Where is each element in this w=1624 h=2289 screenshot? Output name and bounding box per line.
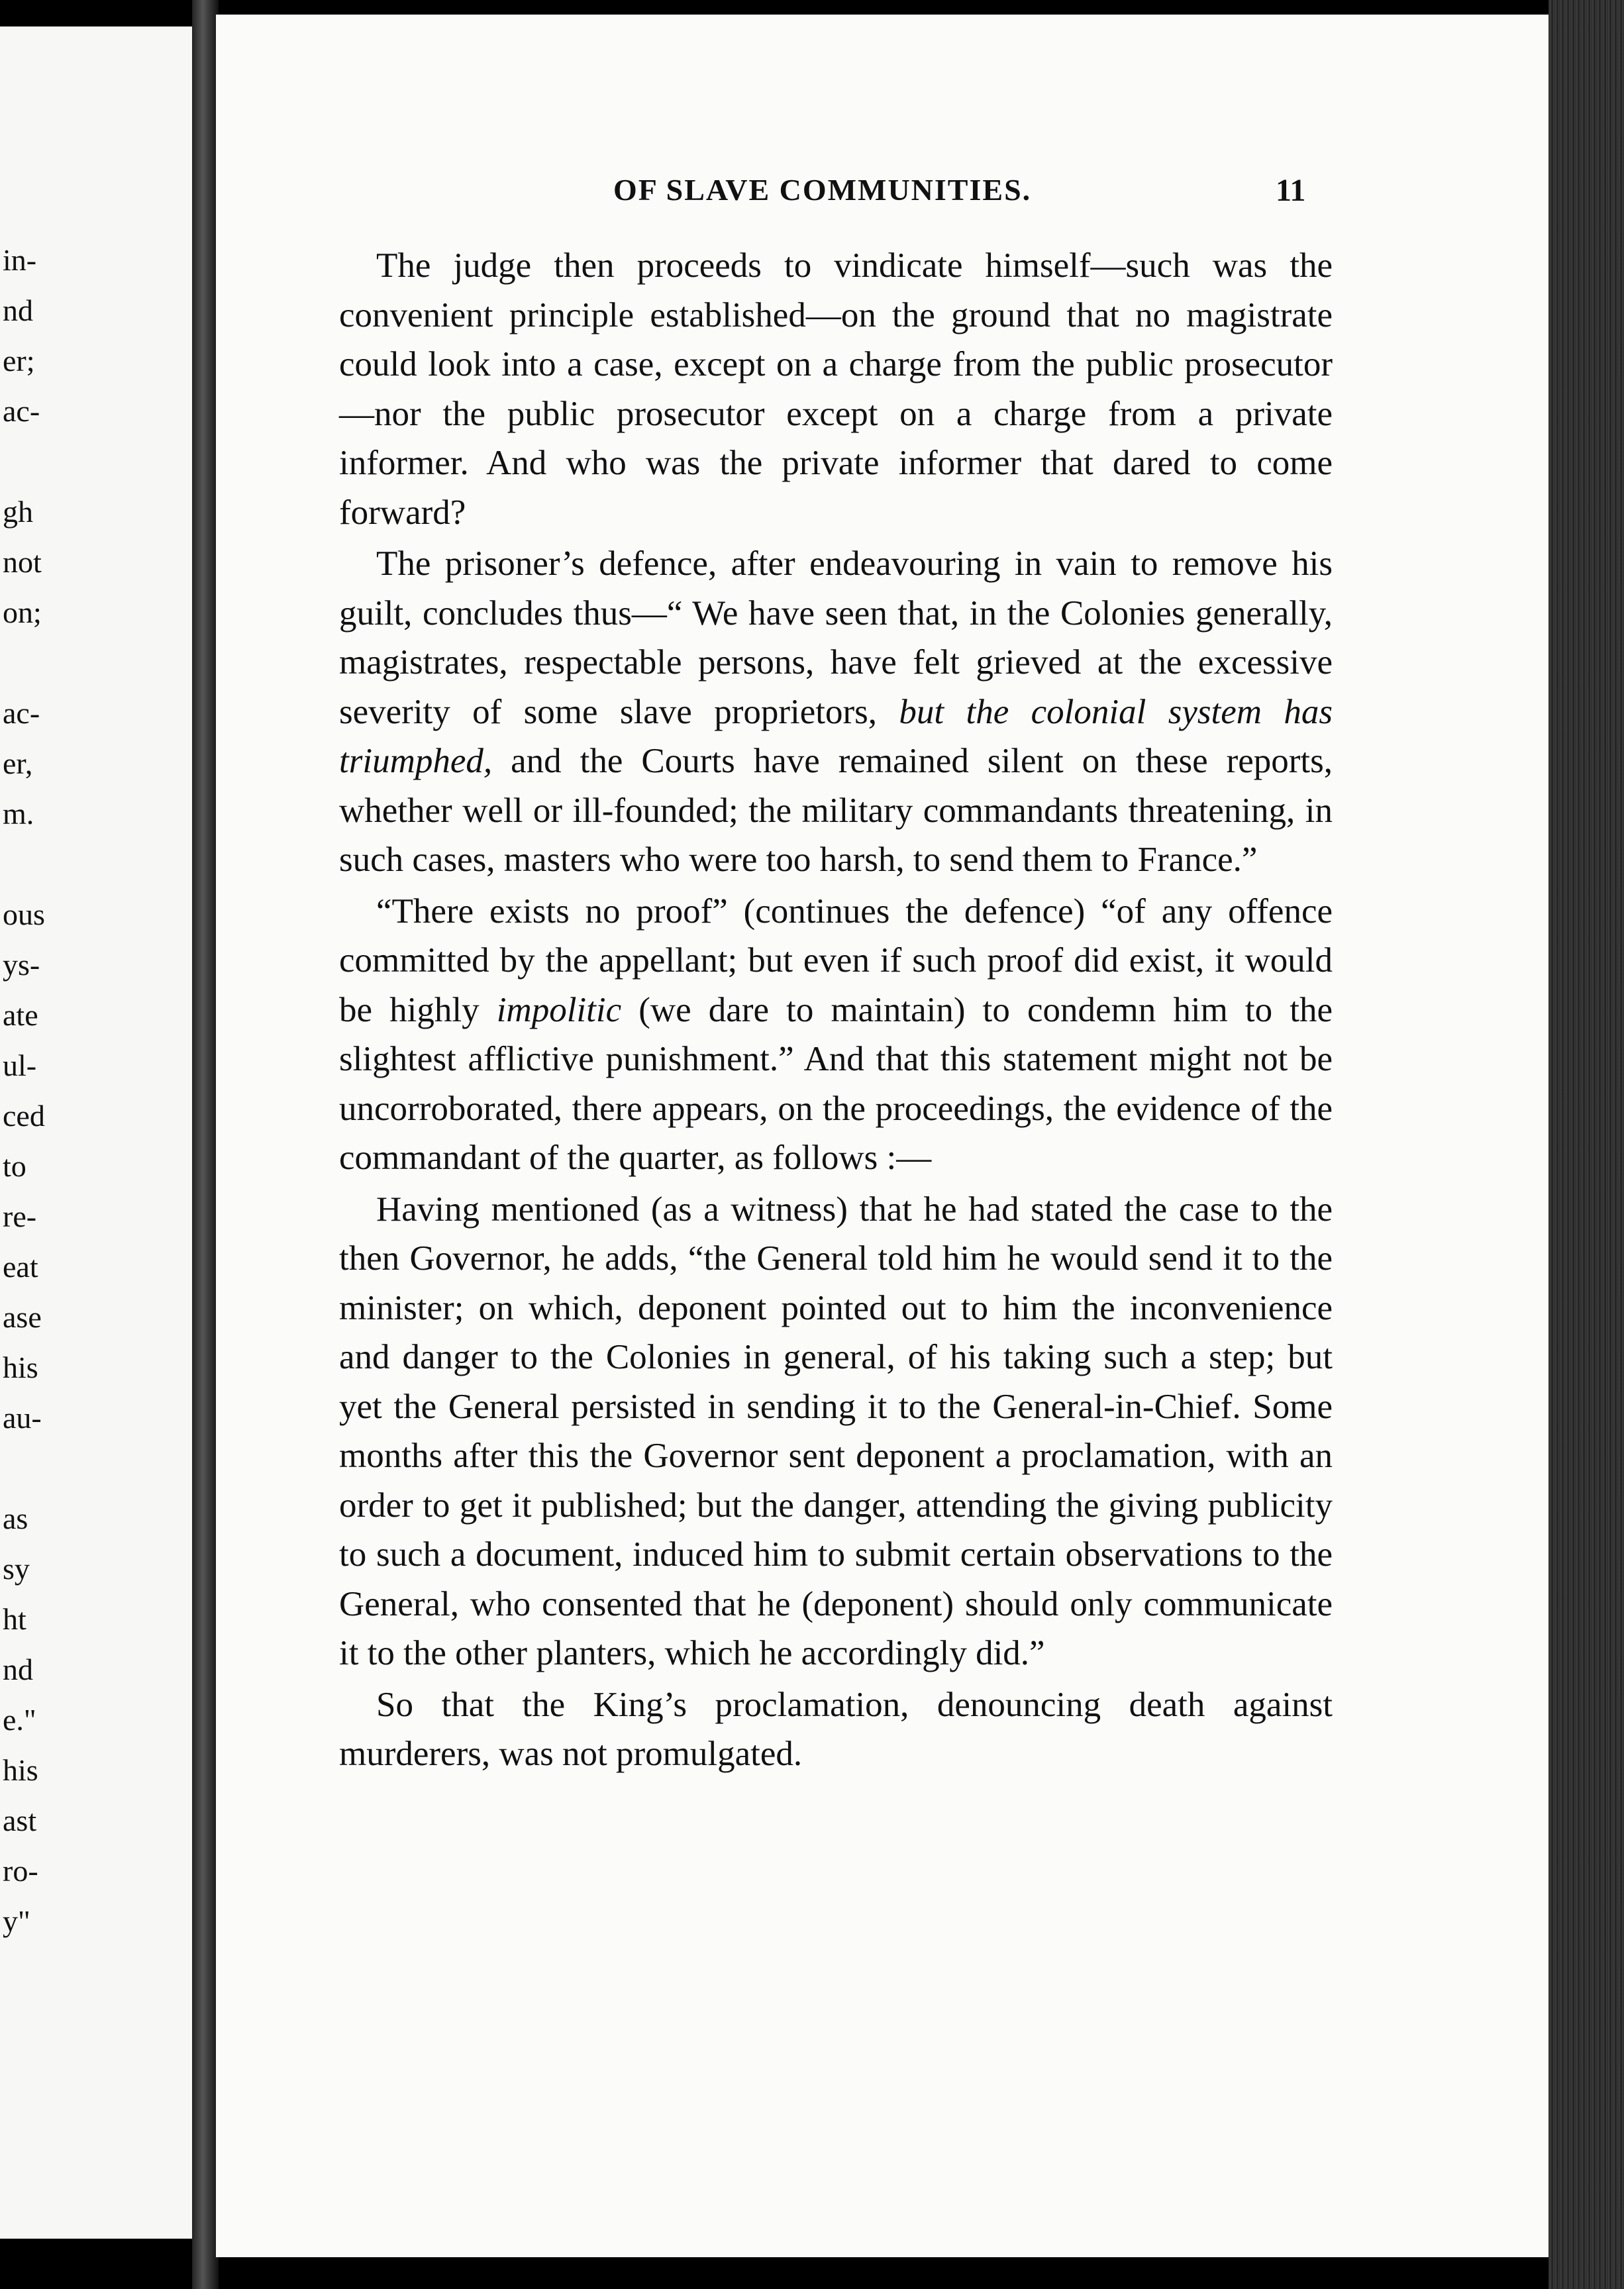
paragraph-text: (we dare to maintain) to condemn him to the slightest afflictive punishment.” And that this statement might not be uncorroborated, there appears, on the proceedings, the evidence of the commandant of the quarter, as follows :— — [339, 990, 1333, 1177]
left-fragment: on; — [3, 595, 42, 629]
left-page-edge — [0, 26, 192, 2239]
left-fragment: m. — [3, 797, 34, 831]
left-fragment: er; — [3, 344, 35, 378]
left-fragment: sy — [3, 1552, 30, 1586]
left-fragment: in- — [3, 243, 37, 277]
left-fragment: his — [3, 1753, 38, 1787]
paragraph-text: “There exists no proof” (continues the defence) “of any offence committed by the appellant; but even if such proof did exist, it would be highly — [339, 891, 1333, 1029]
book-gutter — [192, 0, 219, 2289]
paragraph-text: Having mentioned (as a witness) that he had stated the case to the then Governor, he adds, “the General told him he would send it to the minister; on which, deponent pointed out to him the inconvenience and danger to the Colonies in general, of his taking such a step; but yet the General persisted in sending it to the General-in-Chief. Some months after this the Governor sent deponent a proclamation, with an order to get it published; but the danger, attending the giving publicity to such a document, induced him to submit certain observations to the General, who consented that he (deponent) should only communicate it to the other planters, which he accordingly did.” — [339, 1190, 1333, 1672]
left-fragment: y" — [3, 1904, 30, 1938]
left-fragment: ro- — [3, 1854, 38, 1888]
paragraph — [339, 241, 1333, 537]
left-fragment: ate — [3, 998, 38, 1032]
paragraph-text: So that the King’s proclamation, denouncing death against murderers, was not promulgated. — [339, 1685, 1333, 1773]
left-fragment: ht — [3, 1602, 26, 1636]
italic-emphasis: impolitic — [496, 990, 622, 1029]
left-fragment: nd — [3, 1653, 33, 1686]
left-fragment: to — [3, 1149, 26, 1183]
left-fragment: gh — [3, 495, 33, 529]
left-fragment: as — [3, 1501, 28, 1535]
left-fragment: ast — [3, 1804, 37, 1837]
left-fragment: his — [3, 1350, 38, 1384]
left-fragment: ac- — [3, 394, 40, 428]
paragraph-text: The judge then proceeds to vindicate himself—such was the convenient principle established—on the ground that no magistrate could look into a case, except on a charge from the public prosecutor—nor the public prosecutor except on a charge from a private informer. And who was the private informer that dared to come forward? — [339, 246, 1333, 532]
page-edges — [1548, 0, 1624, 2289]
italic-emphasis: but the colonial system has triumphed, — [339, 692, 1333, 780]
left-fragment: not — [3, 545, 42, 579]
left-fragment: ase — [3, 1300, 42, 1334]
paragraph — [339, 1680, 1333, 1779]
body-text — [339, 241, 1333, 1781]
left-fragment: ous — [3, 897, 45, 931]
paragraph-text: and the Courts have remained silent on these reports, whether well or ill-founded; the military commandants threatening, in such cases, masters who were too harsh, to send them to France.” — [339, 742, 1333, 879]
page-number: 11 — [1276, 173, 1306, 208]
left-fragment: e." — [3, 1703, 36, 1737]
paragraph — [339, 1185, 1333, 1678]
left-fragment: nd — [3, 293, 33, 327]
paragraph-text: The prisoner’s defence, after endeavouring in vain to remove his guilt, concludes thus—“ We have seen that, in the Colonies generally, magistrates, respectable persons, have felt grieved at the excessive severity of some slave proprietors, — [339, 544, 1333, 731]
left-fragment: ys- — [3, 948, 40, 982]
running-title: OF SLAVE COMMUNITIES. — [613, 173, 1032, 207]
left-fragment: ced — [3, 1099, 45, 1133]
left-fragment: ac- — [3, 696, 40, 730]
left-fragment: au- — [3, 1401, 42, 1435]
paragraph — [339, 887, 1333, 1183]
paragraph — [339, 539, 1333, 885]
left-fragment: re- — [3, 1199, 37, 1233]
left-fragment: ul- — [3, 1048, 37, 1082]
left-fragment: eat — [3, 1250, 38, 1284]
left-fragment: er, — [3, 746, 33, 780]
